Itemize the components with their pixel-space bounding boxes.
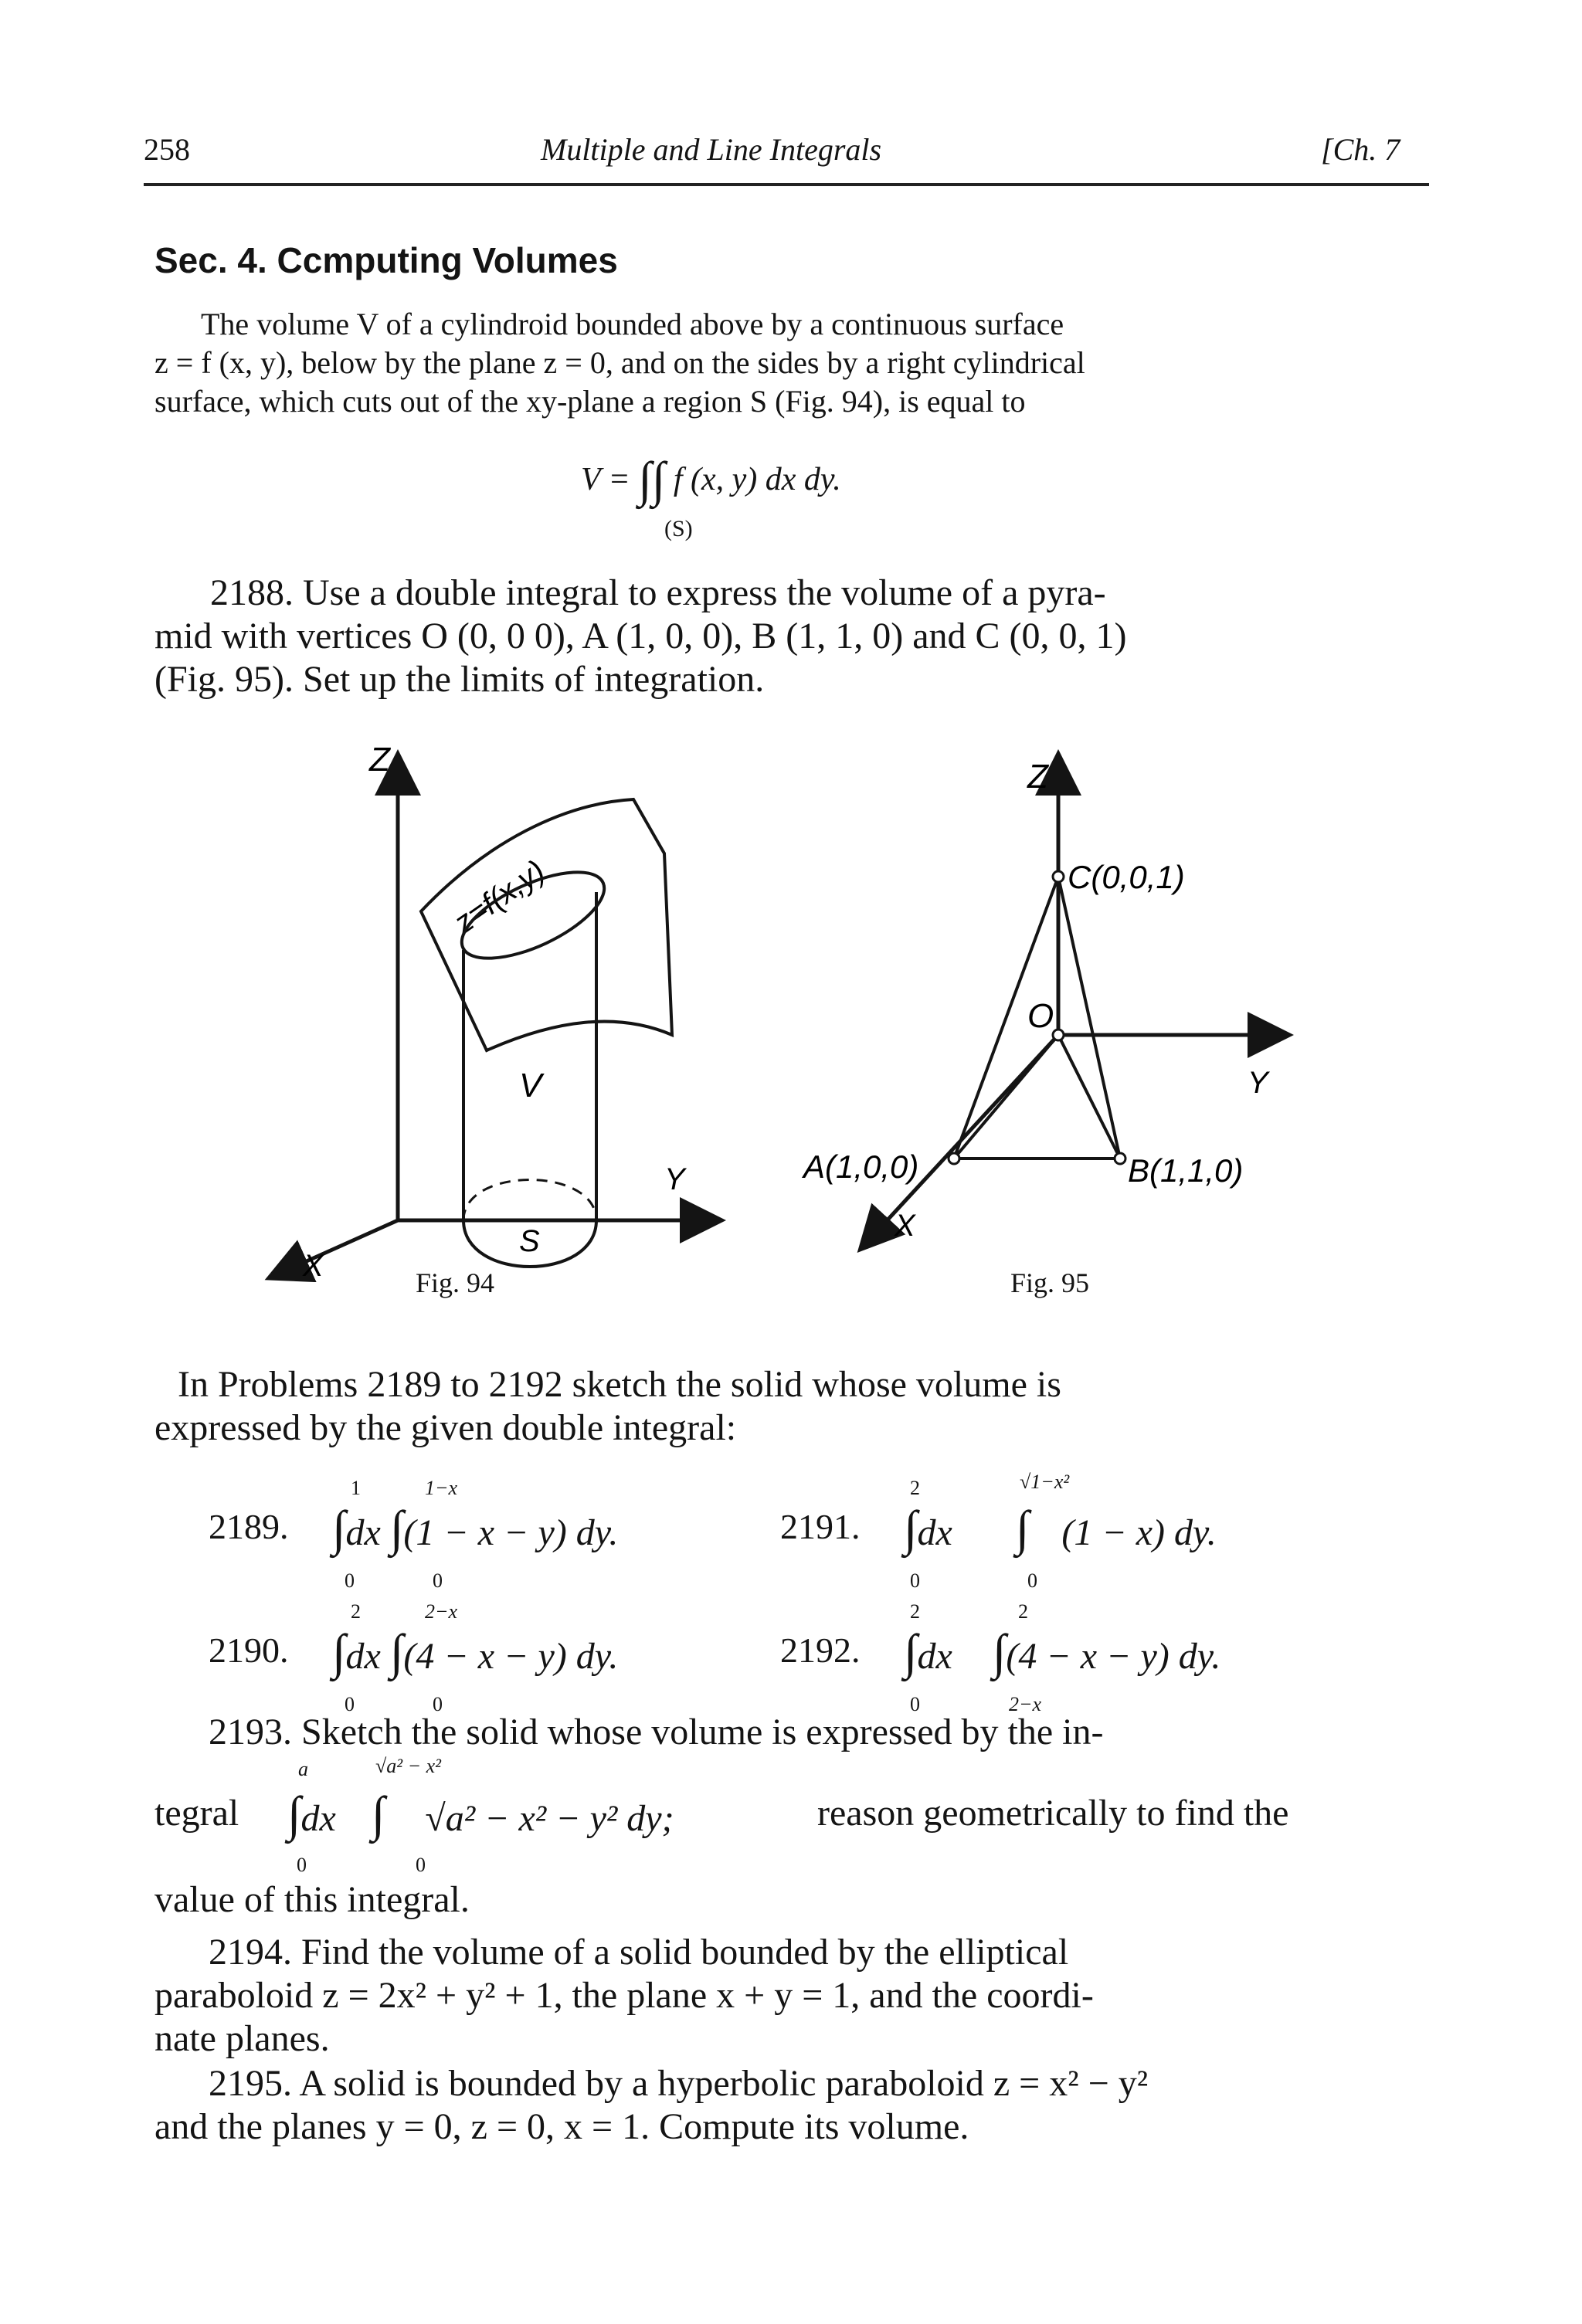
- inner-lower-limit: 0: [1027, 1569, 1037, 1592]
- dx-label: dx: [300, 1798, 336, 1839]
- problem-2190: [209, 1630, 289, 1671]
- integrand: (1 − x) dy.: [1061, 1512, 1217, 1553]
- region-label: S: [519, 1224, 540, 1258]
- chapter-label: [Ch. 7: [1321, 132, 1400, 167]
- page-number: 258: [144, 132, 190, 167]
- integral-sign: ∫: [332, 1501, 346, 1556]
- header-rule: [144, 183, 1429, 186]
- problem-2189: [209, 1506, 289, 1547]
- dx-label: dx: [917, 1636, 952, 1677]
- outer-upper-limit: 1: [351, 1477, 361, 1499]
- formula-region: (S): [664, 516, 693, 541]
- fig95-caption: Fig. 95: [1010, 1267, 1090, 1298]
- inner-upper-limit: 1−x: [425, 1477, 458, 1499]
- section-title: Sec. 4. Ccmputing Volumes: [154, 240, 618, 280]
- intro-line: expressed by the given double integral:: [154, 1407, 737, 1448]
- integral-2190: [332, 1623, 618, 1681]
- inner-upper-limit: 2−x: [425, 1600, 458, 1623]
- outer-lower-limit: 0: [345, 1569, 355, 1592]
- dx-label: dx: [345, 1636, 381, 1677]
- vertex-b: [1115, 1153, 1125, 1164]
- integral-2191: [904, 1500, 1217, 1557]
- edge-ob: [1058, 1035, 1120, 1159]
- point-b-label: B(1,1,0): [1128, 1152, 1244, 1189]
- point-a-label: A(1,0,0): [803, 1148, 919, 1185]
- vertex-o: [1053, 1030, 1064, 1040]
- formula-lhs: V =: [581, 462, 630, 497]
- outer-lower-limit: 0: [345, 1693, 355, 1715]
- integrand: √a² − x² − y² dy;: [425, 1798, 674, 1839]
- outer-upper-limit: 2: [351, 1600, 361, 1623]
- outer-lower-limit: 0: [910, 1569, 920, 1592]
- intro-line: surface, which cuts out of the xy-plane a region S (Fig. 94), is equal to: [154, 384, 1026, 419]
- dx-label: dx: [917, 1512, 952, 1553]
- figure-95: [796, 741, 1383, 1267]
- problem-2195: [154, 2062, 1421, 2149]
- inner-lower-limit: 0: [416, 1854, 426, 1876]
- tegral-word: tegral: [154, 1793, 239, 1834]
- problem-line: nate planes.: [154, 2018, 330, 2059]
- integral-sign: ∫: [287, 1786, 301, 1841]
- inner-upper-limit: √a² − x²: [375, 1755, 441, 1777]
- problem-number: 2191.: [780, 1507, 861, 1546]
- intro-paragraph: [154, 305, 1421, 421]
- problem-2192: [780, 1630, 861, 1671]
- outer-upper-limit: 2: [910, 1600, 920, 1623]
- problem-line: (Fig. 95). Set up the limits of integration.: [154, 659, 765, 700]
- problem-2193-tail: reason geometrically to find the: [817, 1793, 1289, 1834]
- integral-sign: ∫: [371, 1786, 385, 1841]
- formula-rhs: f (x, y) dx dy.: [673, 462, 841, 497]
- integral-2193: [287, 1786, 674, 1843]
- problem-line: 2188. Use a double integral to express the volume of a pyra-: [210, 572, 1106, 613]
- intro-line: The volume V of a cylindroid bounded above by a continuous surface: [201, 307, 1064, 341]
- running-title: Multiple and Line Integrals: [541, 132, 882, 167]
- x-axis: [873, 1035, 1058, 1236]
- cylinder-bottom-back: [463, 1180, 596, 1221]
- inner-upper-limit: √1−x²: [1020, 1471, 1070, 1493]
- integral-sign: ∫: [904, 1624, 918, 1679]
- integrand: (1 − x − y) dy.: [403, 1512, 619, 1553]
- problem-number: 2190.: [209, 1630, 289, 1670]
- integral-sign: ∫: [389, 1624, 404, 1679]
- z-axis-label: Z: [1027, 758, 1048, 796]
- integral-sign: ∫: [389, 1501, 404, 1556]
- inner-lower-limit: 0: [433, 1569, 443, 1592]
- problem-number: 2192.: [780, 1630, 861, 1670]
- z-axis-label: Z: [369, 741, 390, 779]
- problem-line: and the planes y = 0, z = 0, x = 1. Compute its volume.: [154, 2106, 969, 2147]
- integral-2189: [332, 1500, 618, 1557]
- inner-lower-limit: 0: [433, 1693, 443, 1715]
- integral-sign: ∫: [904, 1501, 918, 1556]
- problem-line: mid with vertices O (0, 0 0), A (1, 0, 0), B (1, 1, 0) and C (0, 0, 1): [154, 616, 1127, 656]
- integral-sign: ∫: [992, 1624, 1007, 1679]
- integral-sign: ∫: [1015, 1501, 1030, 1556]
- edge-oa: [954, 1035, 1058, 1159]
- outer-lower-limit: 0: [910, 1693, 920, 1715]
- outer-upper-limit: a: [298, 1758, 308, 1780]
- vertex-c: [1053, 871, 1064, 882]
- origin-label: O: [1027, 997, 1054, 1035]
- volume-formula: [581, 452, 841, 507]
- integral-2192: [904, 1623, 1220, 1681]
- problem-2193-line3: value of this integral.: [154, 1879, 470, 1920]
- inner-lower-limit: 2−x: [1009, 1693, 1042, 1715]
- inner-upper-limit: 2: [1018, 1600, 1028, 1623]
- vertex-a: [949, 1153, 959, 1164]
- double-integral-sign: ∫∫: [638, 452, 666, 507]
- y-axis-label: Y: [664, 1162, 685, 1196]
- surface-label: z=f(x,y): [447, 853, 552, 941]
- intro-line: In Problems 2189 to 2192 sketch the solid whose volume is: [178, 1364, 1061, 1405]
- integral-sign: ∫: [332, 1624, 346, 1679]
- problem-line: 2195. A solid is bounded by a hyperbolic paraboloid z = x² − y²: [209, 2063, 1149, 2104]
- volume-label: V: [519, 1067, 542, 1104]
- integrand: (4 − x − y) dy.: [1006, 1636, 1221, 1677]
- intro-line: z = f (x, y), below by the plane z = 0, and on the sides by a right cylindrical: [154, 345, 1085, 380]
- fig94-caption: Fig. 94: [416, 1267, 495, 1298]
- edge-cb: [1058, 877, 1120, 1159]
- problem-2188: [154, 572, 1421, 701]
- y-axis-label: Y: [1248, 1066, 1268, 1100]
- point-c-label: C(0,0,1): [1068, 859, 1185, 895]
- figure-94: [232, 726, 772, 1282]
- problem-line: paraboloid z = 2x² + y² + 1, the plane x + y = 1, and the coordi-: [154, 1975, 1094, 2016]
- x-axis-label: X: [303, 1249, 324, 1282]
- dx-label: dx: [345, 1512, 381, 1553]
- integrand: (4 − x − y) dy.: [403, 1636, 619, 1677]
- outer-upper-limit: 2: [910, 1477, 920, 1499]
- problem-number: 2189.: [209, 1507, 289, 1546]
- x-axis-label: X: [895, 1209, 915, 1243]
- problems-intro: [154, 1363, 1421, 1450]
- problem-2193-line1: 2193. Sketch the solid whose volume is expressed by the in-: [209, 1712, 1104, 1752]
- problem-2194: [154, 1931, 1421, 2061]
- problem-2191: [780, 1506, 861, 1547]
- outer-lower-limit: 0: [297, 1854, 307, 1876]
- problem-line: 2194. Find the volume of a solid bounded by the elliptical: [209, 1932, 1069, 1973]
